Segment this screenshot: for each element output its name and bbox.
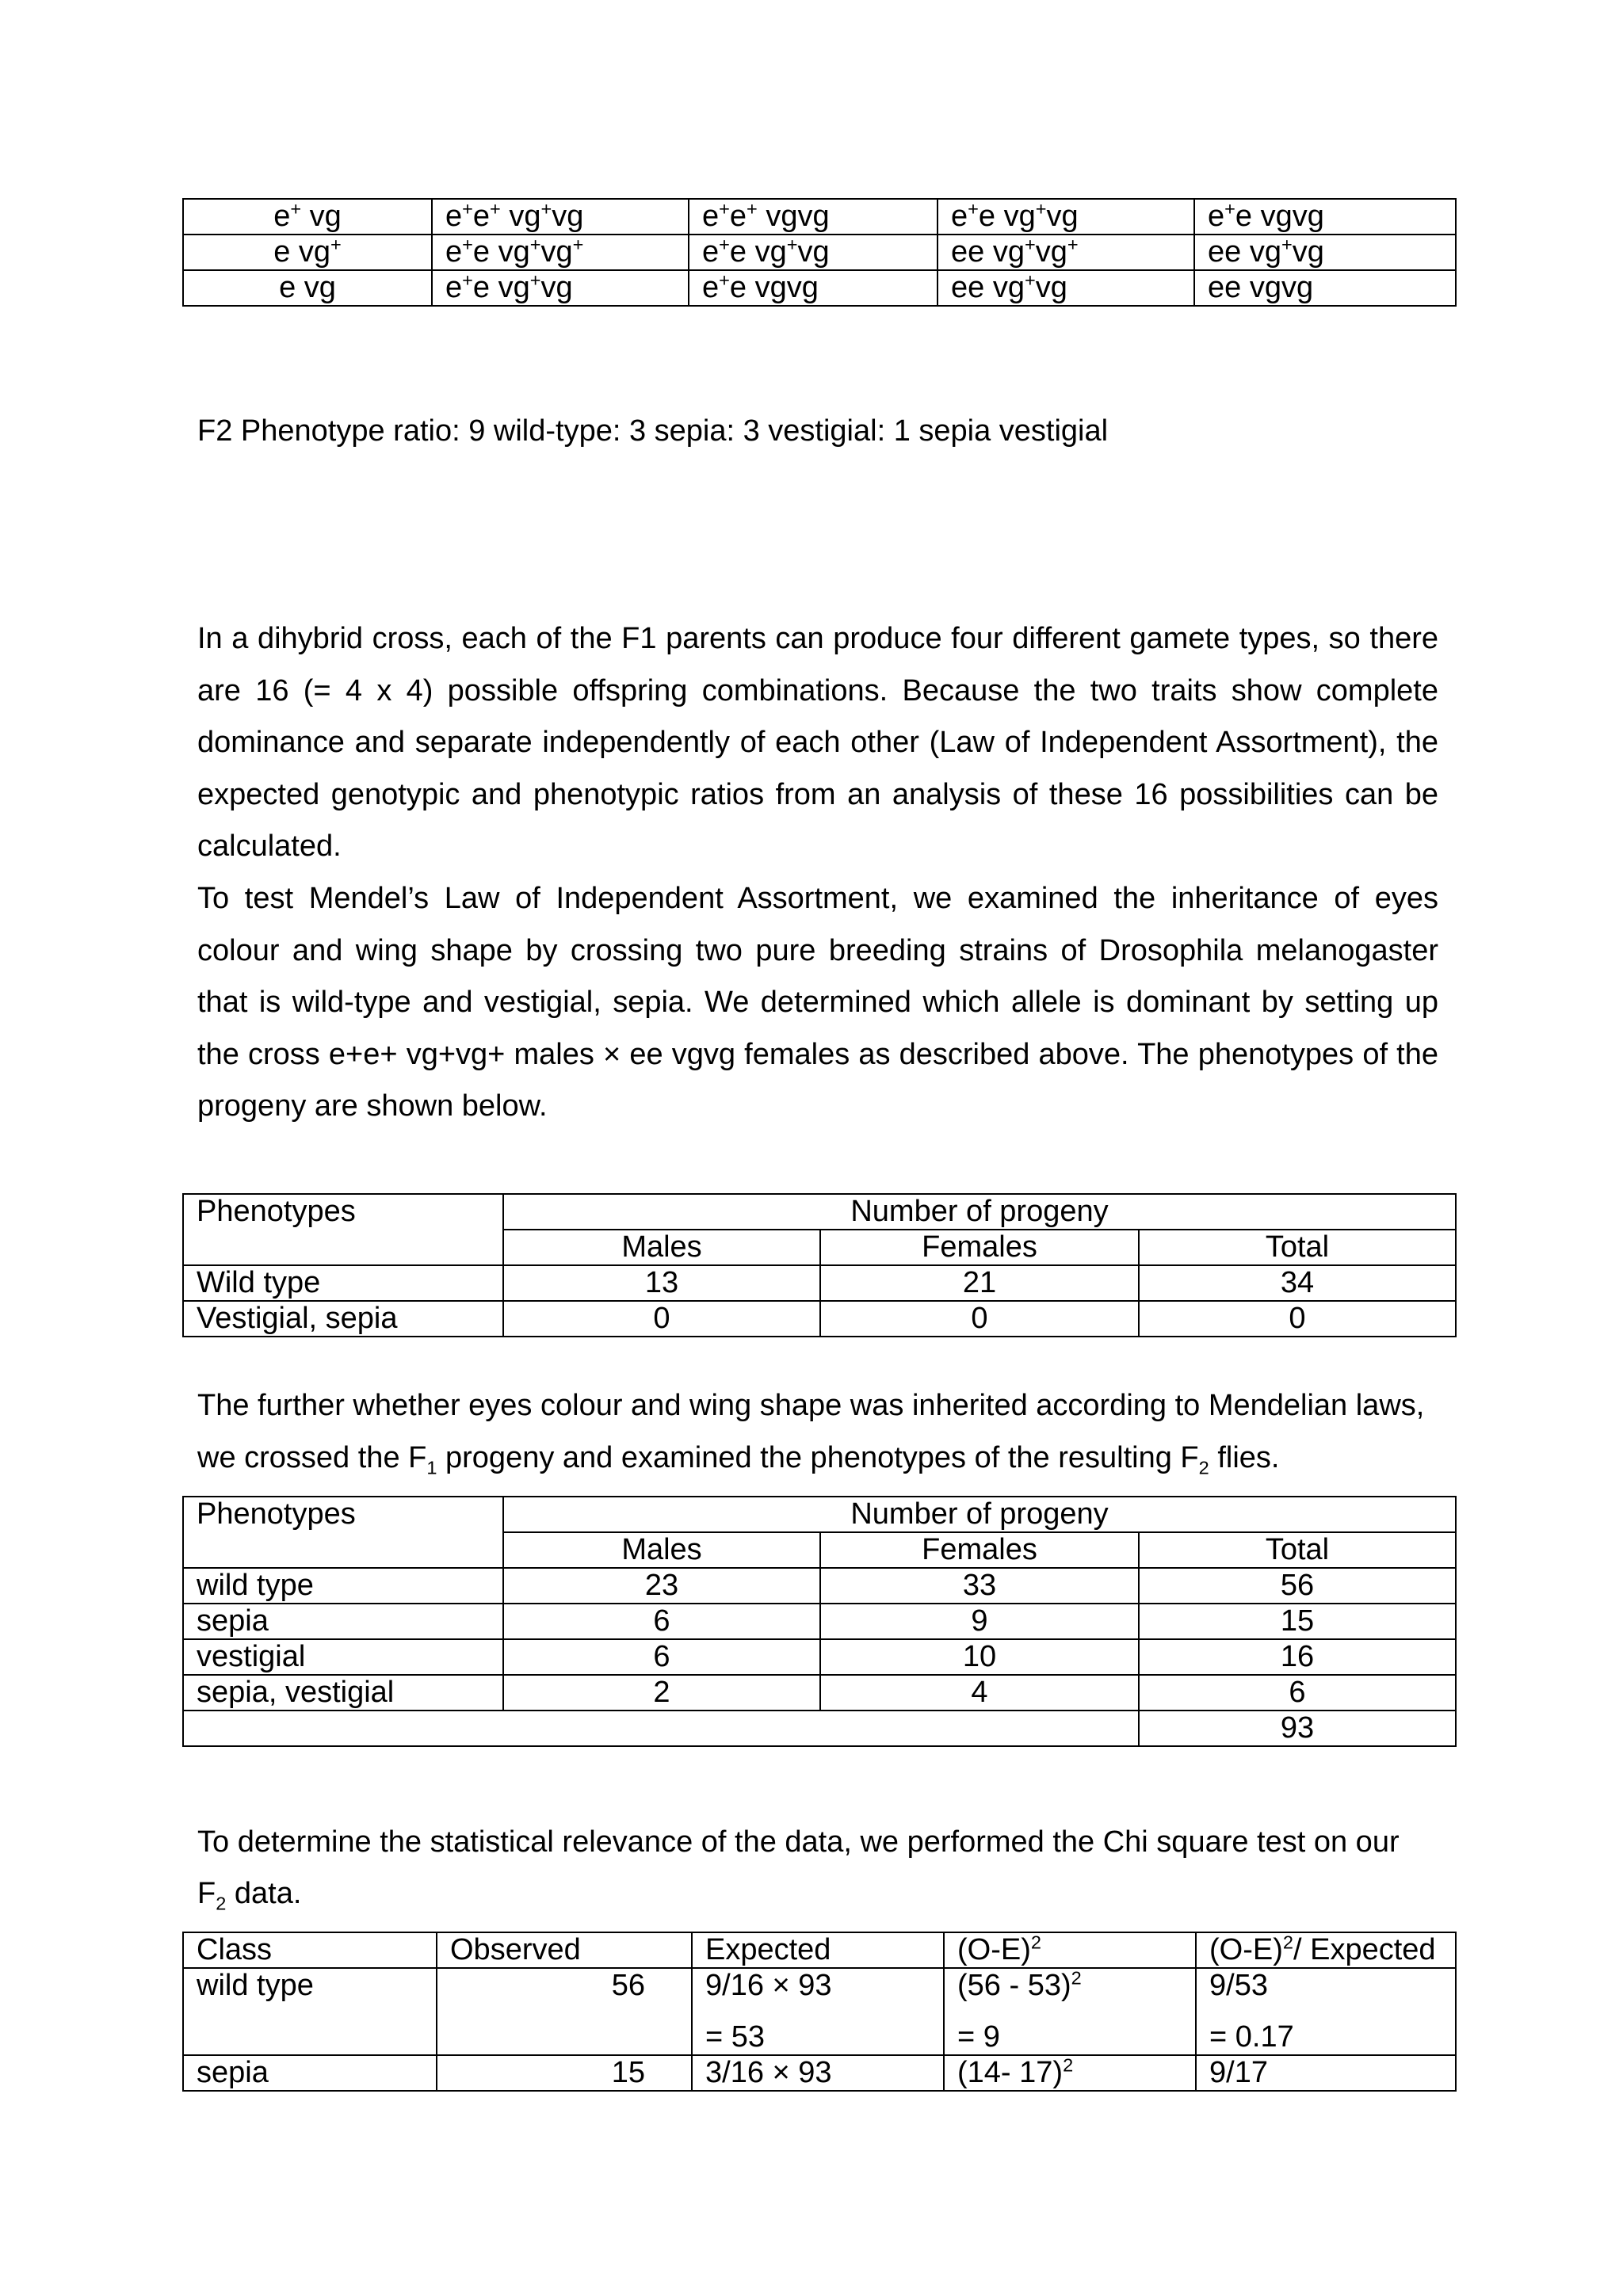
- text-run: (O-E): [1209, 1933, 1283, 1966]
- table-row: [183, 1301, 1456, 1337]
- header-females: Females: [820, 1532, 1139, 1568]
- text-run: (14- 17): [957, 2056, 1064, 2089]
- expected-formula: 9/16 × 93: [705, 1969, 832, 2002]
- gamete-cell: [183, 270, 432, 306]
- text-run: e: [702, 235, 720, 269]
- table-row: [183, 1265, 1456, 1301]
- table-row: [183, 1604, 1456, 1639]
- text-run: vgvg: [757, 200, 830, 233]
- paragraph-chi-line1: To determine the statistical relevance of the data, we performed the Chi square test on our: [197, 1825, 1400, 1859]
- expected-cell: [692, 1968, 944, 2055]
- header-females: Females: [820, 1230, 1139, 1265]
- phenotype-cell: wild type: [183, 1568, 503, 1604]
- text-run: e: [729, 200, 747, 233]
- text-run: e: [702, 271, 720, 304]
- header-number-of-progeny: Number of progeny: [503, 1497, 1456, 1532]
- males-cell: 2: [503, 1675, 820, 1711]
- text-run: e: [702, 200, 720, 233]
- phenotype-cell: Vestigial, sepia: [183, 1301, 503, 1337]
- paragraph-further-line1: The further whether eyes colour and wing shape was inherited according to Mendelian laws,: [197, 1389, 1425, 1422]
- text-run: (O-E): [957, 1933, 1031, 1966]
- expected-result: = 53: [705, 2020, 766, 2054]
- superscript: 2: [1063, 2055, 1074, 2076]
- header-observed: Observed: [437, 1932, 692, 1968]
- total-cell: 6: [1139, 1675, 1456, 1711]
- superscript: +: [1281, 235, 1293, 255]
- class-cell: wild type: [183, 1968, 437, 2055]
- header-class: Class: [183, 1932, 437, 1968]
- header-phenotypes: Phenotypes: [183, 1497, 503, 1568]
- text-run: e vg: [472, 271, 530, 304]
- text-run: vg: [1035, 235, 1067, 269]
- superscript: +: [462, 199, 473, 219]
- text-run: vg: [540, 235, 573, 269]
- text-run: ee vg: [1208, 235, 1281, 269]
- text-run: vg: [540, 271, 573, 304]
- genotype-cell: [689, 235, 938, 270]
- superscript: +: [719, 235, 730, 255]
- observed-cell: 15: [437, 2055, 692, 2091]
- females-cell: 0: [820, 1301, 1139, 1337]
- superscript: +: [747, 199, 758, 219]
- observed-cell: 56: [437, 1968, 692, 2055]
- grand-total-row: [183, 1711, 1456, 1746]
- text-run: data.: [226, 1877, 302, 1910]
- superscript: +: [1035, 199, 1047, 219]
- header-oe-squared: [944, 1932, 1196, 1968]
- subscript: 2: [1198, 1457, 1209, 1478]
- oe-result: = 9: [957, 2020, 1000, 2054]
- phenotype-cell: sepia, vestigial: [183, 1675, 503, 1711]
- superscript: +: [529, 235, 541, 255]
- text-run: (56 - 53): [957, 1969, 1071, 2002]
- text-run: e: [1208, 200, 1225, 233]
- text-run: vg: [301, 200, 342, 233]
- text-run: e: [445, 235, 463, 269]
- superscript: +: [572, 235, 584, 255]
- punnett-body: [183, 199, 1456, 306]
- genotype-cell: [689, 199, 938, 235]
- table-header-row: [183, 1932, 1456, 1968]
- males-cell: 13: [503, 1265, 820, 1301]
- genotype-cell: [432, 199, 689, 235]
- table-header-row: [183, 1497, 1456, 1532]
- table-row: [183, 1568, 1456, 1604]
- superscript: +: [462, 235, 473, 255]
- superscript: +: [719, 199, 730, 219]
- superscript: +: [786, 235, 798, 255]
- table-row: [183, 2055, 1456, 2091]
- text-run: F: [197, 1877, 216, 1910]
- f1-progeny-table: [182, 1193, 1457, 1337]
- females-cell: 10: [820, 1639, 1139, 1675]
- text-run: ee vg: [951, 271, 1025, 304]
- grand-total-cell: 93: [1139, 1711, 1456, 1746]
- text-run: vg: [1292, 235, 1324, 269]
- header-expected: Expected: [692, 1932, 944, 1968]
- punnett-square-table: [182, 198, 1457, 307]
- text-run: vg: [552, 200, 584, 233]
- superscript: +: [330, 235, 342, 255]
- subscript: 2: [216, 1893, 227, 1914]
- superscript: 2: [1030, 1932, 1041, 1953]
- f2-progeny-table: [182, 1496, 1457, 1747]
- text-run: flies.: [1209, 1441, 1280, 1474]
- genotype-cell: [689, 270, 938, 306]
- text-run: we crossed the F: [197, 1441, 427, 1474]
- superscript: 2: [1282, 1932, 1293, 1953]
- superscript: +: [968, 199, 979, 219]
- males-cell: 23: [503, 1568, 820, 1604]
- genotype-cell: [938, 270, 1194, 306]
- class-cell: sepia: [183, 2055, 437, 2091]
- superscript: +: [1224, 199, 1235, 219]
- ratio-result: = 0.17: [1209, 2020, 1294, 2054]
- males-cell: 6: [503, 1639, 820, 1675]
- punnett-row: [183, 270, 1456, 306]
- text-run: vg: [797, 235, 830, 269]
- header-total: Total: [1139, 1230, 1456, 1265]
- subscript: 1: [426, 1457, 437, 1478]
- text-run: vg: [1046, 200, 1079, 233]
- empty-cell: [183, 1711, 1139, 1746]
- superscript: +: [490, 199, 501, 219]
- total-cell: 15: [1139, 1604, 1456, 1639]
- paragraph-chi-line2: [197, 1876, 301, 1913]
- header-males: Males: [503, 1230, 820, 1265]
- text-run: ee vgvg: [1208, 271, 1314, 304]
- text-run: e: [472, 200, 491, 233]
- text-run: e vgvg: [1235, 200, 1324, 233]
- text-run: e vgvg: [729, 271, 819, 304]
- punnett-row: [183, 235, 1456, 270]
- table-row: [183, 1639, 1456, 1675]
- text-run: e: [951, 200, 968, 233]
- superscript: 2: [1071, 1968, 1082, 1989]
- header-total: Total: [1139, 1532, 1456, 1568]
- females-cell: 9: [820, 1604, 1139, 1639]
- total-cell: 34: [1139, 1265, 1456, 1301]
- superscript: +: [1024, 270, 1036, 291]
- ratio-formula: 9/53: [1209, 1969, 1268, 2002]
- males-cell: 0: [503, 1301, 820, 1337]
- total-cell: 0: [1139, 1301, 1456, 1337]
- superscript: +: [462, 270, 473, 291]
- females-cell: 4: [820, 1675, 1139, 1711]
- paragraph-dihybrid-cross: In a dihybrid cross, each of the F1 parents can produce four different gamete types, so there are 16 (= 4 x 4) possible offspring combinations. Because the two traits show complete dominance and separate independently of each other (Law of Independent Assortment), the expected genotypic and phenotypic ratios from an analysis of these 16 possibilities can be calculated.: [197, 622, 1438, 863]
- text-run: progeny and examined the phenotypes of the resulting F: [437, 1441, 1199, 1474]
- phenotype-cell: sepia: [183, 1604, 503, 1639]
- phenotype-cell: Wild type: [183, 1265, 503, 1301]
- chi-square-table: [182, 1932, 1457, 2092]
- oe-squared-cell: [944, 1968, 1196, 2055]
- genotype-cell: [432, 235, 689, 270]
- females-cell: 33: [820, 1568, 1139, 1604]
- expected-cell: 3/16 × 93: [692, 2055, 944, 2091]
- text-run: vg: [500, 200, 541, 233]
- genotype-cell: [1194, 199, 1456, 235]
- header-phenotypes: Phenotypes: [183, 1194, 503, 1265]
- text-run: e: [445, 200, 463, 233]
- header-males: Males: [503, 1532, 820, 1568]
- text-run: vg: [1035, 271, 1067, 304]
- table-row: [183, 1968, 1456, 2055]
- paragraph-independent-assortment: To test Mendel’s Law of Independent Assortment, we examined the inheritance of eyes colour and wing shape by crossing two pure breeding strains of Drosophila melanogaster that is wild-type and vestigial, sepia. We determined which allele is dominant by setting up the cross e+e+ vg+vg+ males × ee vgvg females as described above. The phenotypes of the progeny are shown below.: [197, 882, 1438, 1123]
- genotype-cell: [1194, 235, 1456, 270]
- text-run: / Expected: [1293, 1933, 1436, 1966]
- genotype-cell: [938, 235, 1194, 270]
- header-number-of-progeny: Number of progeny: [503, 1194, 1456, 1230]
- oe-formula: [957, 1969, 1182, 2003]
- genotype-cell: [432, 270, 689, 306]
- females-cell: 21: [820, 1265, 1139, 1301]
- superscript: +: [290, 199, 302, 219]
- ratio-cell: 9/17: [1196, 2055, 1456, 2091]
- superscript: +: [529, 270, 541, 291]
- f2-phenotype-ratio: F2 Phenotype ratio: 9 wild-type: 3 sepia: 3 vestigial: 1 sepia vestigial: [197, 414, 1109, 448]
- gamete-cell: [183, 235, 432, 270]
- text-run: e vg: [729, 235, 787, 269]
- table-header-row: [183, 1194, 1456, 1230]
- superscript: +: [1024, 235, 1036, 255]
- text-run: e: [273, 200, 291, 233]
- text-run: e vg: [273, 235, 331, 269]
- text-run: e vg: [978, 200, 1036, 233]
- phenotype-cell: vestigial: [183, 1639, 503, 1675]
- header-oe-squared-over-expected: [1196, 1932, 1456, 1968]
- oe-squared-cell: [944, 2055, 1196, 2091]
- text-run: e: [445, 271, 463, 304]
- genotype-cell: [938, 199, 1194, 235]
- superscript: +: [1067, 235, 1079, 255]
- punnett-row: [183, 199, 1456, 235]
- table-row: [183, 1675, 1456, 1711]
- ratio-cell: [1196, 1968, 1456, 2055]
- text-run: e vg: [472, 235, 530, 269]
- total-cell: 56: [1139, 1568, 1456, 1604]
- paragraph-further-line2: [197, 1440, 1279, 1477]
- text-run: ee vg: [951, 235, 1025, 269]
- males-cell: 6: [503, 1604, 820, 1639]
- total-cell: 16: [1139, 1639, 1456, 1675]
- superscript: +: [719, 270, 730, 291]
- genotype-cell: [1194, 270, 1456, 306]
- gamete-cell: [183, 199, 432, 235]
- text-run: e vg: [279, 271, 336, 304]
- superscript: +: [540, 199, 552, 219]
